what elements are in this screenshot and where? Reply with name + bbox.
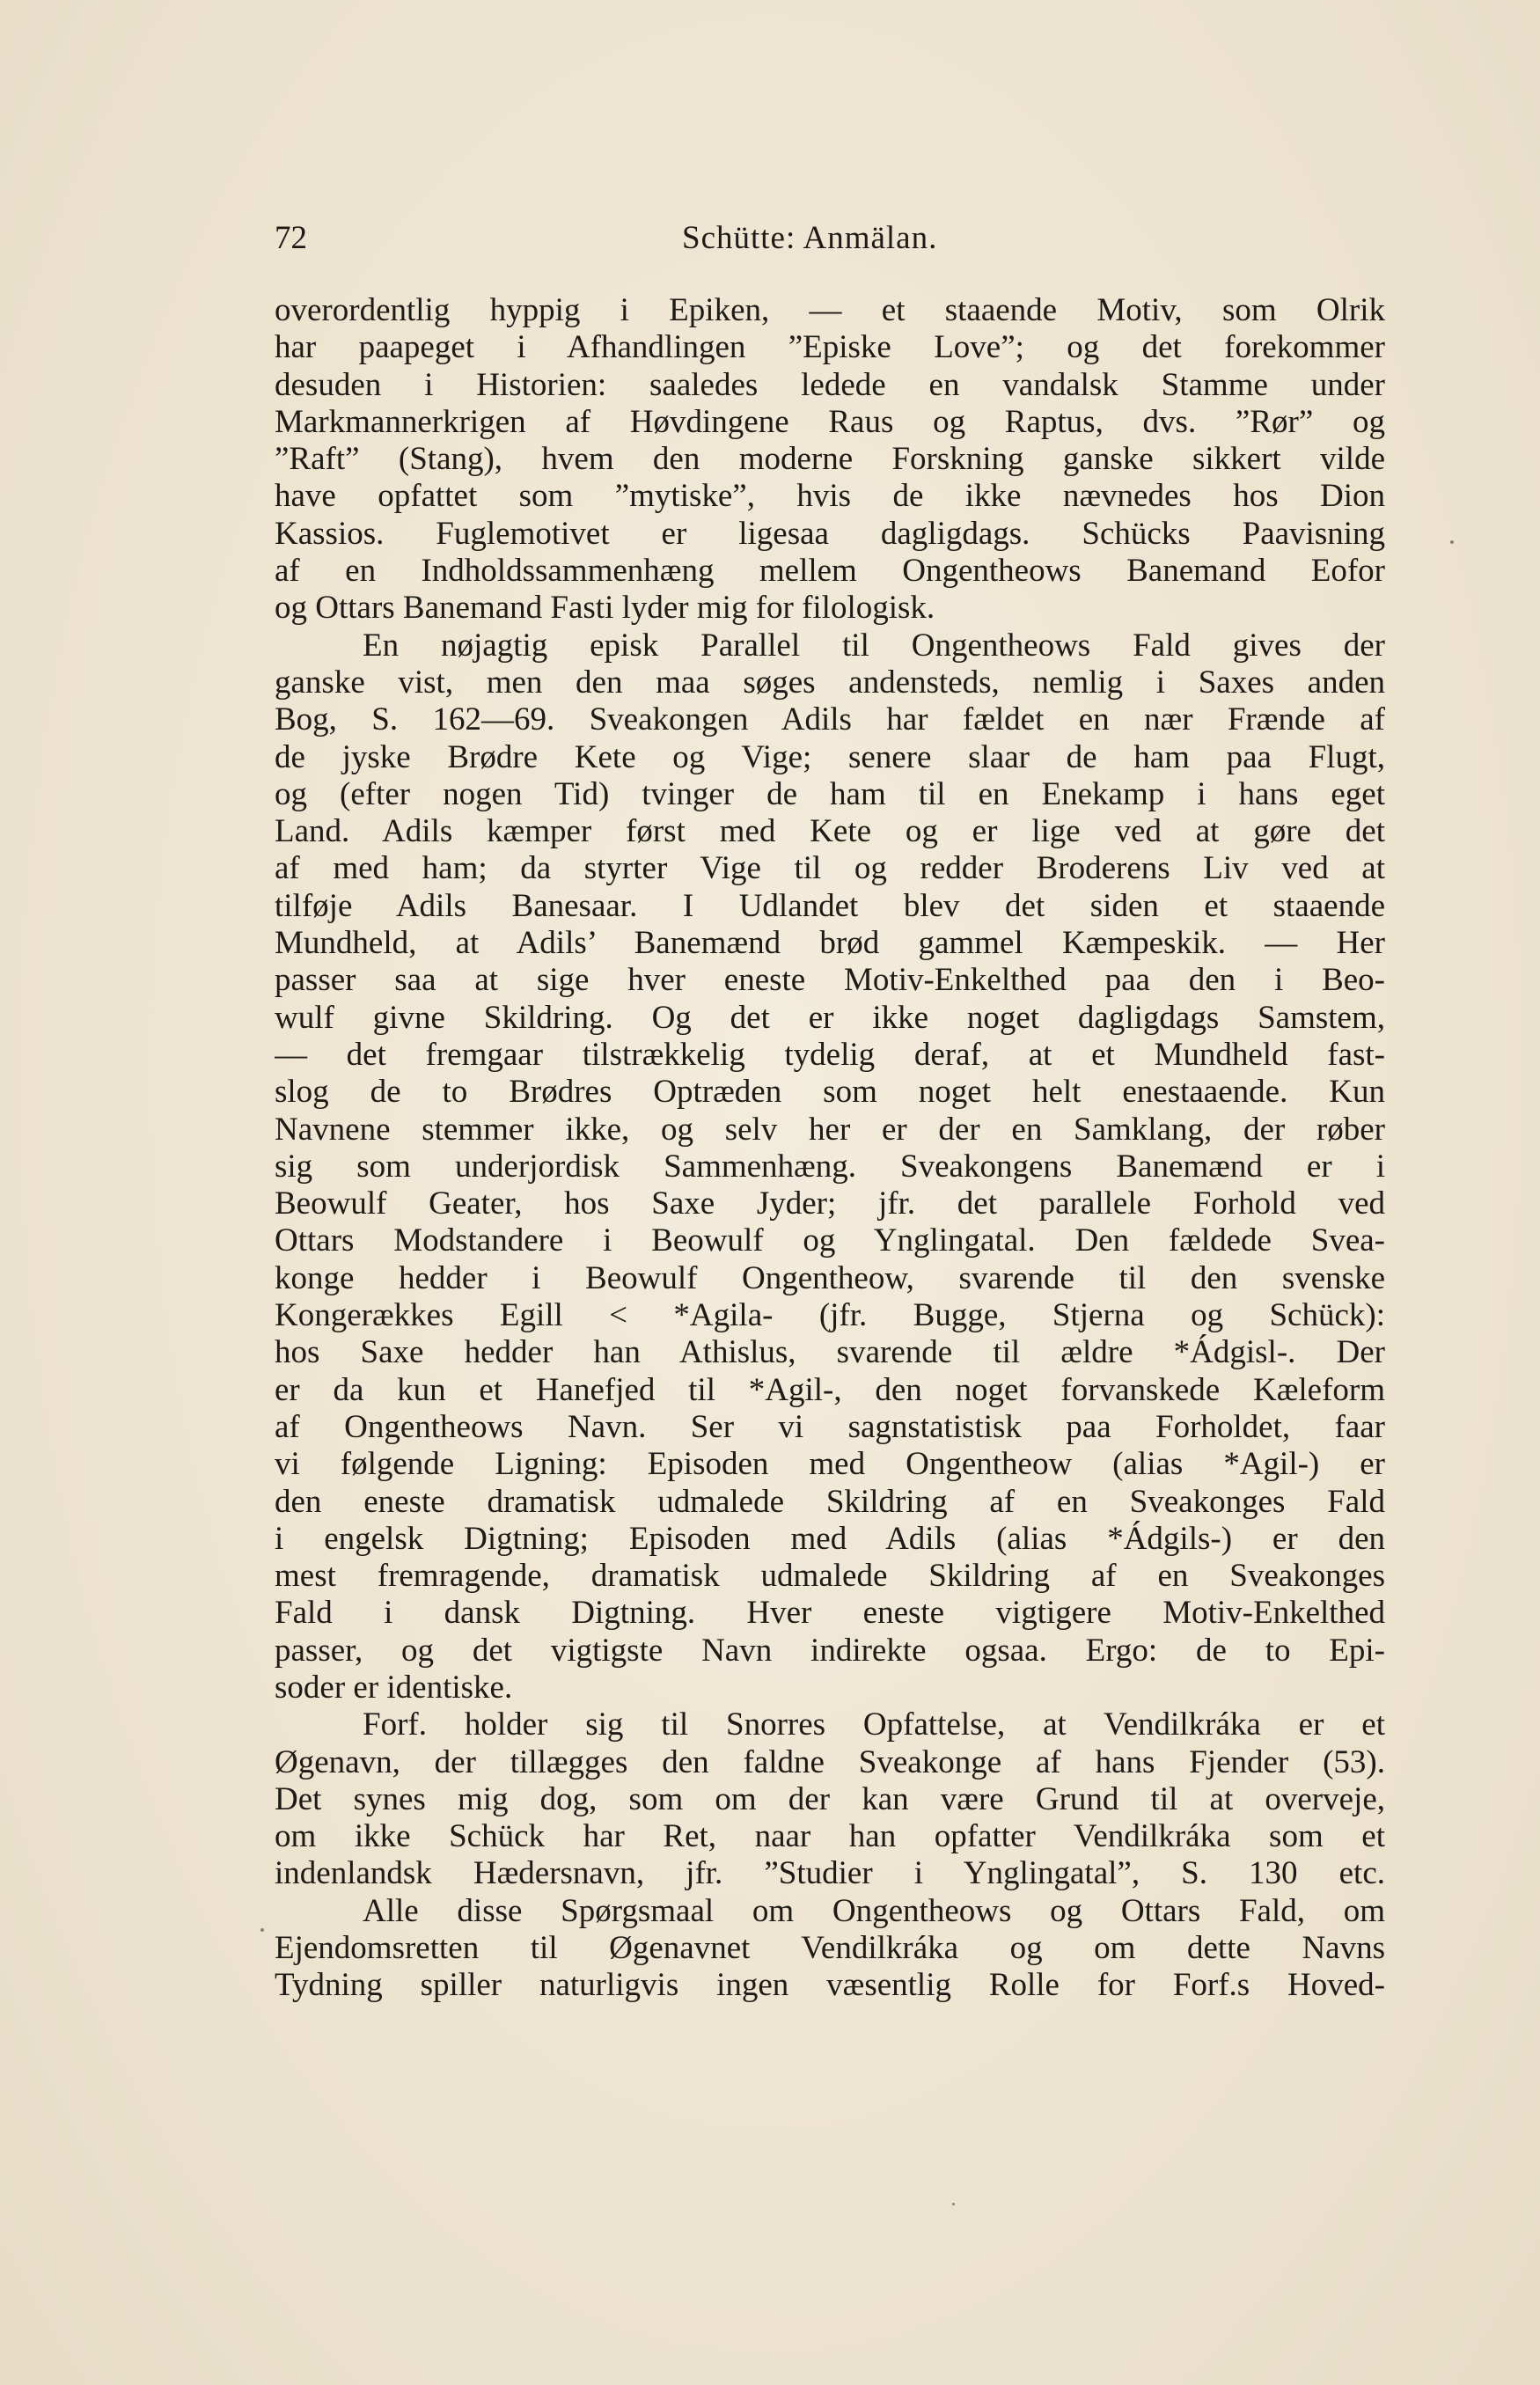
text-line: indenlandsk Hædersnavn, jfr. ”Studier i Ynglingatal”, S. 130 etc. [275,1855,1385,1892]
text-line: af Ongentheows Navn. Ser vi sagnstatistisk paa Forholdet, faar [275,1408,1385,1445]
text-line: i engelsk Digtning; Episoden med Adils (alias *Ádgils-) er den [275,1520,1385,1557]
text-line: og Ottars Banemand Fasti lyder mig for filologisk. [275,590,935,627]
text-line: Navnene stemmer ikke, og selv her er der en Samklang, der røber [275,1111,1385,1148]
paper-speck [952,2203,955,2205]
text-line: Kongerækkes Egill < *Agila- (jfr. Bugge, Stjerna og Schück): [275,1297,1385,1334]
running-head [275,216,1385,261]
text-line: Land. Adils kæmper først med Kete og er lige ved at gøre det [275,813,1385,850]
text-line: desuden i Historien: saaledes ledede en vandalsk Stamme under [275,366,1385,403]
paper-speck [260,1928,264,1932]
text-line: konge hedder i Beowulf Ongentheow, svarende til den svenske [275,1259,1385,1296]
text-line: har paapeget i Afhandlingen ”Episke Love”; og det forekommer [275,329,1385,366]
text-line: de jyske Brødre Kete og Vige; senere slaar de ham paa Flugt, [275,738,1385,775]
text-line: Øgenavn, der tillægges den faldne Sveakonge af hans Fjender (53). [275,1743,1385,1780]
body-text [275,292,1385,2005]
text-line: have opfattet som ”mytiske”, hvis de ikke nævnedes hos Dion [275,478,1385,515]
text-line: Markmannerkrigen af Høvdingene Raus og Raptus, dvs. ”Rør” og [275,403,1385,440]
text-line: overordentlig hyppig i Epiken, — et staaende Motiv, som Olrik [275,292,1385,328]
text-line: En nøjagtig episk Parallel til Ongentheows Fald gives der [363,627,1385,664]
text-line: — det fremgaar tilstrækkelig tydelig deraf, at et Mundheld fast- [275,1036,1385,1073]
text-line: om ikke Schück har Ret, naar han opfatter Vendilkráka som et [275,1818,1385,1855]
text-line: Bog, S. 162—69. Sveakongen Adils har fældet en nær Frænde af [275,701,1385,738]
running-title: Schütte: Anmälan. [682,220,938,256]
text-line: passer saa at sige hver eneste Motiv-Enkelthed paa den i Beo- [275,962,1385,999]
page-number: 72 [275,220,307,256]
text-line: Det synes mig dog, som om der kan være Grund til at overveje, [275,1780,1385,1817]
text-line: Fald i dansk Digtning. Hver eneste vigtigere Motiv-Enkelthed [275,1595,1385,1632]
text-line: og (efter nogen Tid) tvinger de ham til en Enekamp i hans eget [275,775,1385,812]
text-line: ganske vist, men den maa søges andensteds, nemlig i Saxes anden [275,664,1385,701]
text-line: af en Indholdssammenhæng mellem Ongentheows Banemand Eofor [275,553,1385,590]
text-line: Mundheld, at Adils’ Banemænd brød gammel Kæmpeskik. — Her [275,925,1385,962]
text-line: sig som underjordisk Sammenhæng. Sveakongens Banemænd er i [275,1148,1385,1185]
text-line: wulf givne Skildring. Og det er ikke noget dagligdags Samstem, [275,999,1385,1036]
text-line: Ejendomsretten til Øgenavnet Vendilkráka og om dette Navns [275,1930,1385,1967]
text-line: vi følgende Ligning: Episoden med Ongentheow (alias *Agil-) er [275,1446,1385,1483]
text-line: hos Saxe hedder han Athislus, svarende til ældre *Ádgisl-. Der [275,1334,1385,1371]
text-line: mest fremragende, dramatisk udmalede Skildring af en Sveakonges [275,1558,1385,1595]
text-line: tilføje Adils Banesaar. I Udlandet blev det siden et staaende [275,887,1385,924]
text-line: Alle disse Spørgsmaal om Ongentheows og Ottars Fald, om [363,1892,1385,1929]
text-line: soder er identiske. [275,1669,513,1706]
text-line: ”Raft” (Stang), hvem den moderne Forskning ganske sikkert vilde [275,441,1385,478]
text-line: den eneste dramatisk udmalede Skildring af en Sveakonges Fald [275,1483,1385,1520]
paper-speck [1450,540,1454,544]
text-line: slog de to Brødres Optræden som noget helt enestaaende. Kun [275,1074,1385,1111]
text-line: Ottars Modstandere i Beowulf og Ynglingatal. Den fældede Svea- [275,1222,1385,1259]
text-line: Kassios. Fuglemotivet er ligesaa dagligdags. Schücks Paavisning [275,515,1385,552]
text-line: Beowulf Geater, hos Saxe Jyder; jfr. det parallele Forhold ved [275,1185,1385,1222]
text-line: af med ham; da styrter Vige til og redder Broderens Liv ved at [275,850,1385,887]
text-line: passer, og det vigtigste Navn indirekte ogsaa. Ergo: de to Epi- [275,1632,1385,1669]
text-line: er da kun et Hanefjed til *Agil-, den noget forvanskede Kæleform [275,1371,1385,1408]
text-line: Tydning spiller naturligvis ingen væsentlig Rolle for Forf.s Hoved- [275,1967,1385,2004]
text-line: Forf. holder sig til Snorres Opfattelse, at Vendilkráka er et [363,1706,1385,1743]
